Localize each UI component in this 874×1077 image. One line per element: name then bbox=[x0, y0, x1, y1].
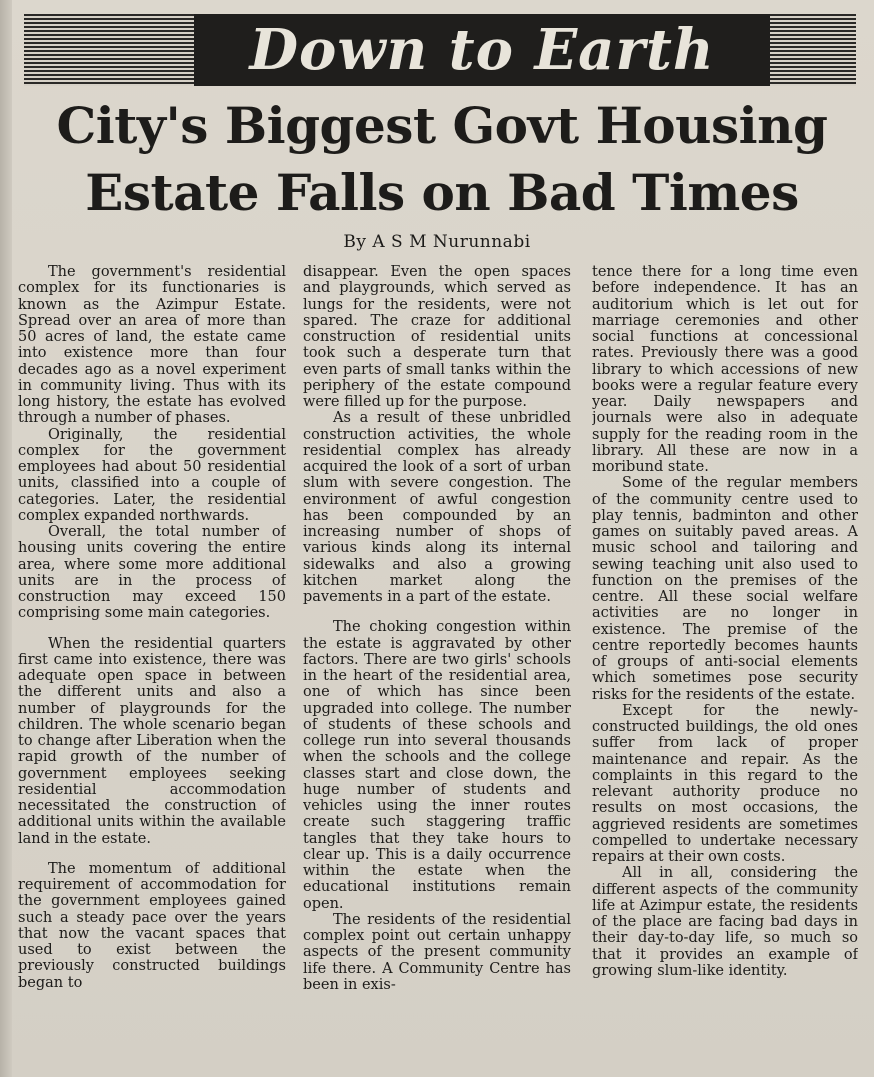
paragraph: The government's residential complex for its functionaries is known as the Azimpur Estate. Spread over an area of more than 50 acres of land, the estate came into existence more than four decades ago as a novel experiment in community living. Thus with its long history, the estate has evolved through a number of phases. bbox=[18, 264, 286, 427]
paragraph: Except for the newly-constructed buildings, the old ones suffer from lack of proper maintenance and repair. As the complaints in this regard to the relevant authority produce no results on most occasions, the aggrieved residents are sometimes compelled to undertake necessary repairs at their own costs. bbox=[592, 702, 858, 865]
paragraph: As a result of these unbridled construction activities, the whole residential complex has already acquired the look of a sort of urban slum with severe congestion. The environment of awful congestion has been compounded by an increasing number of shops of various kinds along its internal sidewalks and also a growing kitchen market along the pavements in a part of the estate. bbox=[303, 410, 571, 605]
banner-title-box bbox=[194, 14, 770, 86]
paragraph: All in all, considering the different aspects of the community life at Azimpur estate, the residents of the place are facing bad days in their day-to-day life, so much so that it provides an example of growing slum-like identity. bbox=[592, 865, 858, 979]
article-column-3 bbox=[592, 264, 858, 1074]
paragraph: tence there for a long time even before independence. It has an auditorium which is let out for marriage ceremonies and other social functions at concessional rates. Previously there was a good library to which accessions of new books were a regular feature every year. Daily newspapers and journals were also in adequate supply for the reading room in the library. All these are now in a moribund state. bbox=[592, 264, 858, 475]
byline: By A S M Nurunnabi bbox=[343, 232, 531, 252]
paragraph: Overall, the total number of housing units covering the entire area, where some more additional units are in the process of construction may exceed 150 comprising some main categories. bbox=[18, 524, 286, 622]
paragraph: Originally, the residential complex for the government employees had about 50 residential units, classified into a couple of categories. Later, the residential complex expanded northwards. bbox=[18, 426, 286, 524]
page-edge-shadow bbox=[0, 0, 12, 1077]
article-column-2 bbox=[303, 264, 571, 1074]
headline-line-2: Estate Falls on Bad Times bbox=[85, 163, 799, 222]
paragraph: The choking congestion within the estate is aggravated by other factors. There are two girls' schools in the heart of the residential area, one of which has since been upgraded into college. The number of students of these schools and college run into several thousands when the schools and the college classes start and close down, the huge number of students and vehicles using the inner routes create such staggering traffic tangles that they take hours to clear up. This is a daily occurrence within the estate when the educational institutions remain open. bbox=[303, 619, 571, 912]
paragraph: When the residential quarters first came into existence, there was adequate open space in between the different units and also a number of playgrounds for the children. The whole scenario began to change after Liberation when the rapid growth of the number of government employees seeking residential accommodation necessitated the construction of additional units within the available land in the estate. bbox=[18, 635, 286, 847]
column-banner bbox=[24, 14, 856, 86]
headline bbox=[16, 92, 868, 226]
column-title: Down to Earth bbox=[249, 17, 715, 83]
paragraph: Some of the regular members of the community centre used to play tennis, badminton and other games on suitably paved areas. A music school and tailoring and sewing teaching unit also used to function on the premises of the centre. All these social welfare activities are no longer in existence. The premise of the centre reportedly becomes haunts of groups of anti-social elements which sometimes pose security risks for the residents of the estate. bbox=[592, 475, 858, 703]
headline-line-1: City's Biggest Govt Housing bbox=[56, 96, 828, 155]
paragraph: disappear. Even the open spaces and playgrounds, which served as lungs for the residents, were not spared. The craze for additional construction of residential units took such a desperate turn that even parts of small tanks within the periphery of the estate compound were filled up for the purpose. bbox=[303, 264, 571, 410]
paragraph: The momentum of additional requirement of accommodation for the government employees gained such a steady pace over the years that now the vacant spaces that used to exist between the previously constructed buildings began to bbox=[18, 860, 286, 991]
paragraph: The residents of the residential complex point out certain unhappy aspects of the present community life there. A Community Centre has been in exis- bbox=[303, 911, 571, 993]
article-column-1 bbox=[18, 264, 286, 1074]
